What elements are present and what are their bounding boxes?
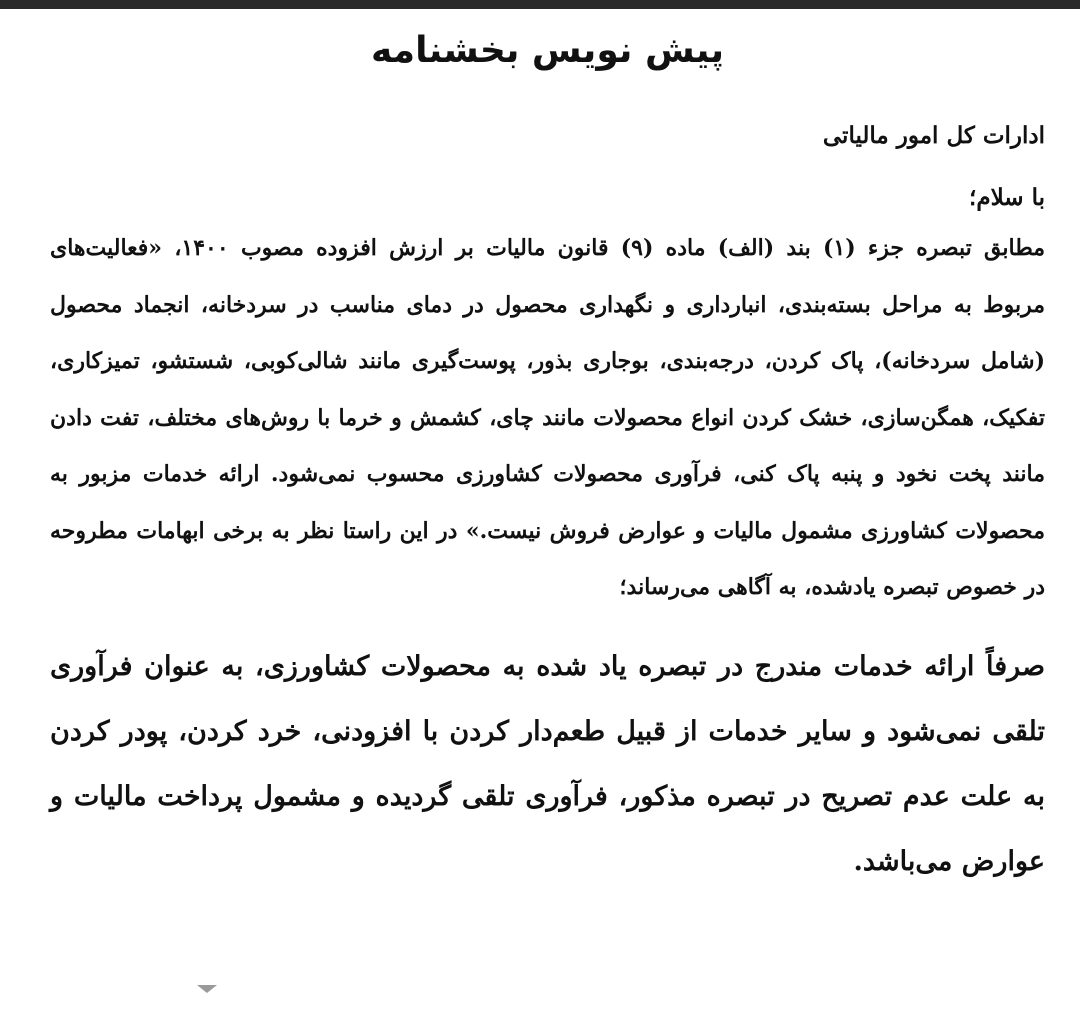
document-page xyxy=(50,18,1045,921)
addressee-line: ادارات کل امور مالیاتی xyxy=(822,122,1045,149)
top-border-rule xyxy=(0,0,1080,9)
greeting-line: با سلام؛ xyxy=(969,184,1045,211)
document-title: پیش نویس بخشنامه xyxy=(370,30,725,71)
ruling-paragraph: صرفاً ارائه خدمات مندرج در تبصره یاد شده به محصولات کشاورزی، به عنوان فرآوری تلقی نمی‌شود و سایر خدمات از قبیل طعم‌دار کردن با افزودنی، خرد کردن، پودر کردن به علت عدم تصریح در تبصره مذکور، فرآوری تلقی گردیده و مشمول پرداخت مالیات و عوارض می‌باشد. xyxy=(50,650,1045,877)
intro-paragraph: مطابق تبصره جزء (۱) بند (الف) ماده (۹) قانون مالیات بر ارزش افزوده مصوب ۱۴۰۰، «فعالیت‌های مربوط به مراحل بسته‌بندی، انبارداری و نگهداری محصول در دمای مناسب در سردخانه، انجماد محصول (شامل سردخانه)، پاک کردن، درجه‌بندی، بوجاری بذور، پوست‌گیری مانند شالی‌کوبی، شستشو، تمیزکاری، تفکیک، همگن‌سازی، خشک کردن انواع محصولات مانند چای، کشمش و خرما با روش‌های مختلف، تفت دادن مانند پخت نخود و پنبه پاک کنی، فرآوری محصولات کشاورزی محسوب نمی‌شود. ارائه خدمات مزبور به محصولات کشاورزی مشمول مالیات و عوارض فروش نیست.» در این راستا نظر به برخی ابهامات مطروحه در خصوص تبصره یادشده، به آگاهی می‌رساند؛ xyxy=(50,235,1046,600)
chevron-down-icon[interactable] xyxy=(197,985,217,993)
